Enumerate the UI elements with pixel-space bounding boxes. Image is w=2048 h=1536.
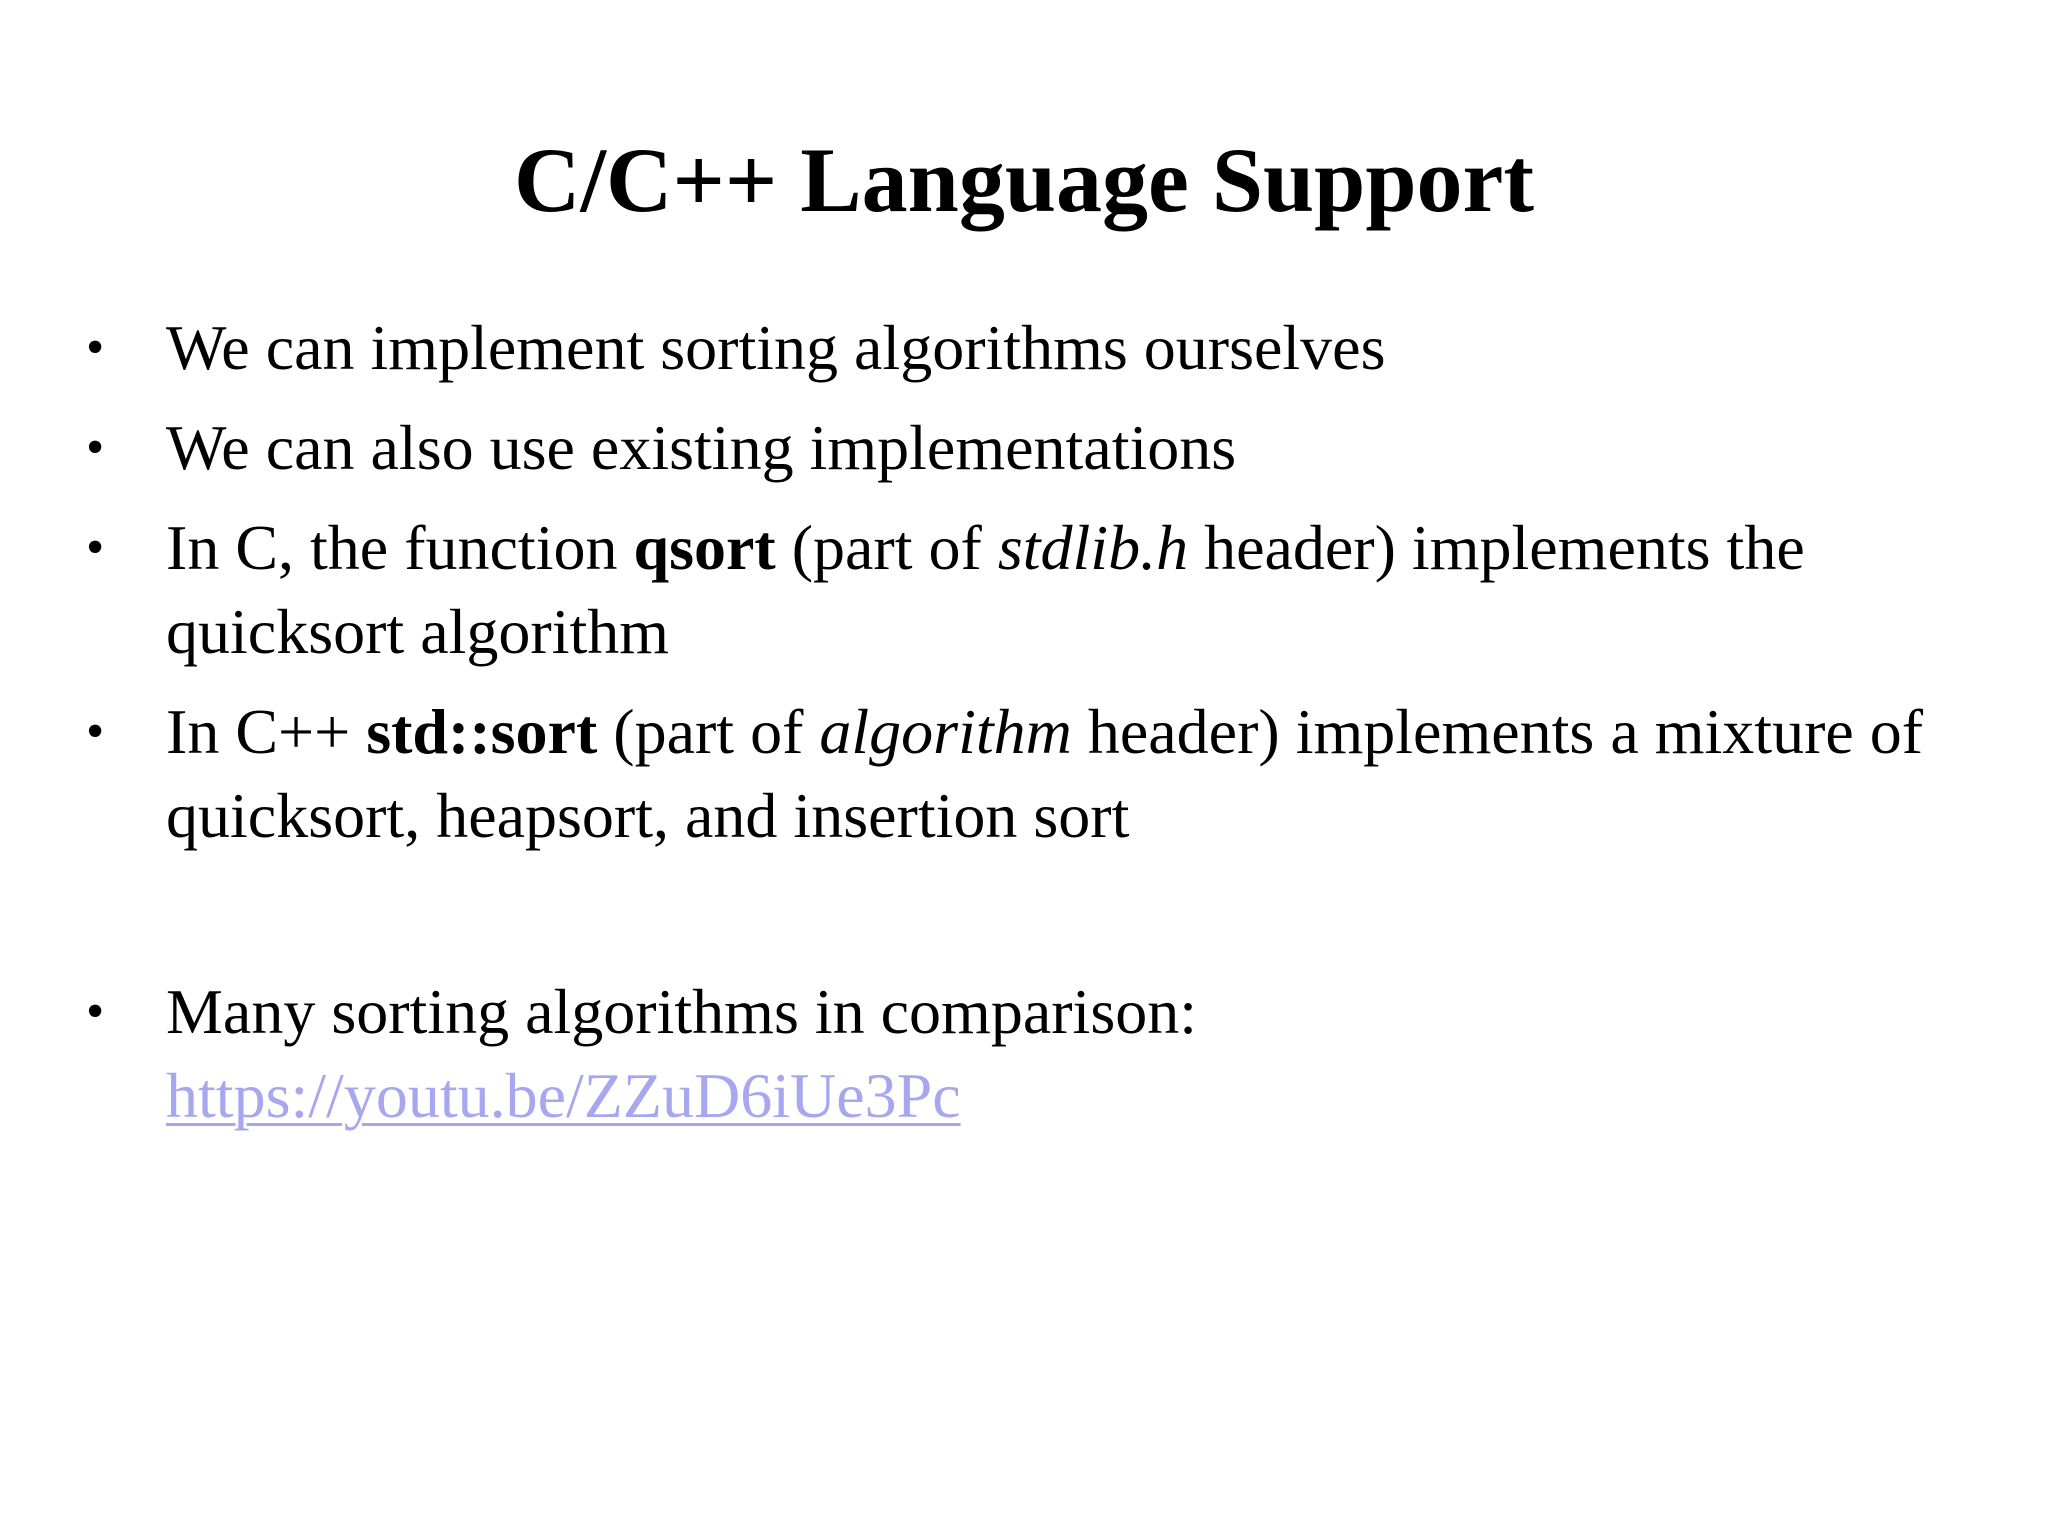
bullet-marker: •: [86, 419, 105, 476]
slide-title: C/C++ Language Support: [514, 129, 1534, 231]
header-name-algorithm: algorithm: [819, 696, 1072, 767]
bullet-text: We can also use existing implementations: [166, 412, 1237, 483]
youtube-link[interactable]: https://youtu.be/ZZuD6iUe3Pc: [166, 1060, 961, 1131]
bullet-text: [166, 970, 2016, 1138]
bullet-text-middle: (part of: [775, 512, 998, 583]
bullet-marker: •: [86, 519, 105, 576]
function-name-qsort: qsort: [633, 512, 776, 583]
bullet-text-prefix: In C++: [166, 696, 367, 767]
header-name-stdlib: stdlib.h: [997, 512, 1189, 583]
bullet-marker: •: [86, 319, 105, 376]
function-name-std-sort: std::sort: [366, 696, 598, 767]
bullet-marker: •: [86, 703, 105, 760]
bullet-text-suffix: header) implements the quicksort algorithm: [166, 512, 1805, 667]
bullet-text-middle: (part of: [597, 696, 820, 767]
bullet-text: [166, 690, 2016, 858]
bullet-text-prefix: In C, the function: [166, 512, 634, 583]
bullet-text: We can implement sorting algorithms ourselves: [166, 312, 1386, 383]
bullet-marker: •: [86, 983, 105, 1040]
bullet-text-suffix: header) implements a mixture of quicksort, heapsort, and insertion sort: [166, 696, 1924, 851]
bullet-text-comparison: Many sorting algorithms in comparison:: [166, 976, 1197, 1047]
bullet-text: [166, 506, 2016, 674]
